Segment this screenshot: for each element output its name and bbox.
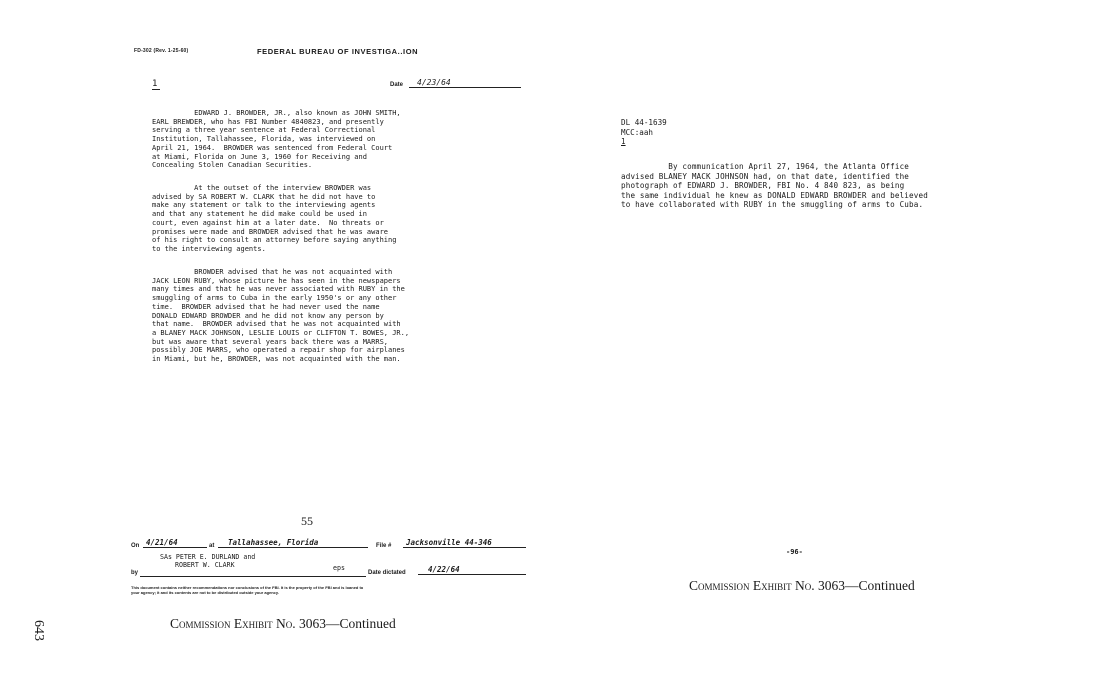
date-value: 4/23/64 xyxy=(409,78,521,88)
paragraph-2 xyxy=(152,184,396,254)
by-label: by xyxy=(131,570,139,576)
text-line: many times and that he was never associated with RUBY in the xyxy=(152,285,405,294)
disclaimer-line-2: your agency; it and its contents are not to be distributed outside your agency. xyxy=(131,590,279,595)
dictated-date: 4/22/64 xyxy=(418,565,526,575)
exhibit-number: 3063 xyxy=(818,578,846,593)
text-line: BROWDER advised that he was not acquainted with xyxy=(152,268,393,276)
exhibit-caption-right xyxy=(689,578,915,594)
text-line: that name. BROWDER advised that he was not acquainted with xyxy=(152,320,401,329)
text-line: possibly JOE MARRS, who operated a repair shop for airplanes xyxy=(152,346,405,355)
on-label: On xyxy=(131,543,140,549)
handwritten-number: 55 xyxy=(301,514,313,528)
text-line: serving a three year sentence at Federal Correctional xyxy=(152,126,376,135)
text-line: EARL BREWDER, who has FBI Number 4840823, and presently xyxy=(152,117,384,126)
text-line: the same individual he knew as DONALD EDWARD BROWDER and believed xyxy=(621,190,928,200)
by-underline xyxy=(140,576,366,577)
agency-header: FEDERAL BUREAU OF INVESTIGA..ION xyxy=(257,47,419,56)
text-line: EDWARD J. BROWDER, JR., also known as JOHN SMITH, xyxy=(152,109,401,117)
agent-line-1: SAs PETER E. DURLAND and xyxy=(160,553,256,561)
right-paragraph xyxy=(621,162,928,210)
form-code: FD-302 (Rev. 1-25-60) xyxy=(134,48,189,54)
side-page-number: 643 xyxy=(31,620,46,641)
text-line: By communication April 27, 1964, the Atlanta Office xyxy=(621,162,910,171)
text-line: to have collaborated with RUBY in the smuggling of arms to Cuba. xyxy=(621,200,924,210)
file-number: Jacksonville 44-346 xyxy=(403,538,526,548)
exhibit-suffix: —Continued xyxy=(326,616,396,631)
agent-line-2: ROBERT W. CLARK xyxy=(175,561,235,569)
exhibit-prefix: Commission Exhibit No. xyxy=(689,578,815,593)
exhibit-caption-left xyxy=(170,616,396,632)
typist-initials: eps xyxy=(333,564,345,572)
page-number-right: 1 xyxy=(621,137,626,147)
typist-initials-right: MCC:aah xyxy=(621,127,654,137)
text-line: make any statement or talk to the interviewing agents xyxy=(152,201,376,210)
page-number: 1 xyxy=(152,79,160,90)
text-line: Institution, Tallahassee, Florida, was interviewed on xyxy=(152,135,376,144)
exhibit-suffix: —Continued xyxy=(845,578,915,593)
text-line: and that any statement he did make could be used in xyxy=(152,210,367,219)
text-line: a BLANEY MACK JOHNSON, LESLIE LOUIS or CLIFTON T. BOWES, JR., xyxy=(152,328,410,337)
file-label: File # xyxy=(376,543,392,549)
paragraph-1 xyxy=(152,109,401,170)
right-header xyxy=(621,118,667,147)
text-line: court, even against him at a later date. No threats or xyxy=(152,218,384,227)
text-line: of his right to consult an attorney before saying anything xyxy=(152,236,397,245)
exhibit-prefix: Commission Exhibit No. xyxy=(170,616,296,631)
page-marker: -96- xyxy=(786,548,803,556)
interview-location: Tallahassee, Florida xyxy=(218,538,368,548)
text-line: Concealing Stolen Canadian Securities. xyxy=(152,161,313,170)
exhibit-number: 3063 xyxy=(299,616,327,631)
text-line: in Miami, but he, BROWDER, was not acquainted with the man. xyxy=(152,355,401,364)
disclaimer xyxy=(131,585,363,595)
at-label: at xyxy=(209,543,215,549)
text-line: DONALD EDWARD BROWDER and he did not know any person by xyxy=(152,311,384,320)
text-line: advised by SA ROBERT W. CLARK that he did not have to xyxy=(152,192,376,201)
text-line: At the outset of the interview BROWDER was xyxy=(152,184,372,192)
text-line: to the interviewing agents. xyxy=(152,244,266,253)
text-line: smuggling of arms to Cuba in the early 1950's or any other xyxy=(152,294,397,303)
dictated-label: Date dictated xyxy=(368,570,406,576)
disclaimer-line-1: This document contains neither recommendations nor conclusions of the FBI. It is the property of the FBI and is loaned to xyxy=(131,585,364,590)
file-reference: DL 44-1639 xyxy=(621,118,667,127)
text-line: promises were made and BROWDER advised that he was aware xyxy=(152,227,389,236)
text-line: April 21, 1964. BROWDER was sentenced from Federal Court xyxy=(152,143,393,152)
interview-date: 4/21/64 xyxy=(143,538,207,548)
text-line: advised BLANEY MACK JOHNSON had, on that date, identified the xyxy=(621,171,910,181)
text-line: JACK LEON RUBY, whose picture he has seen in the newspapers xyxy=(152,276,401,285)
paragraph-3 xyxy=(152,268,409,364)
text-line: but was aware that several years back there was a MARRS, xyxy=(152,337,389,346)
date-label: Date xyxy=(390,82,404,88)
text-line: at Miami, Florida on June 3, 1960 for Receiving and xyxy=(152,152,367,161)
text-line: photograph of EDWARD J. BROWDER, FBI No. 4 840 823, as being xyxy=(621,181,905,191)
text-line: time. BROWDER advised that he had never used the name xyxy=(152,302,380,311)
